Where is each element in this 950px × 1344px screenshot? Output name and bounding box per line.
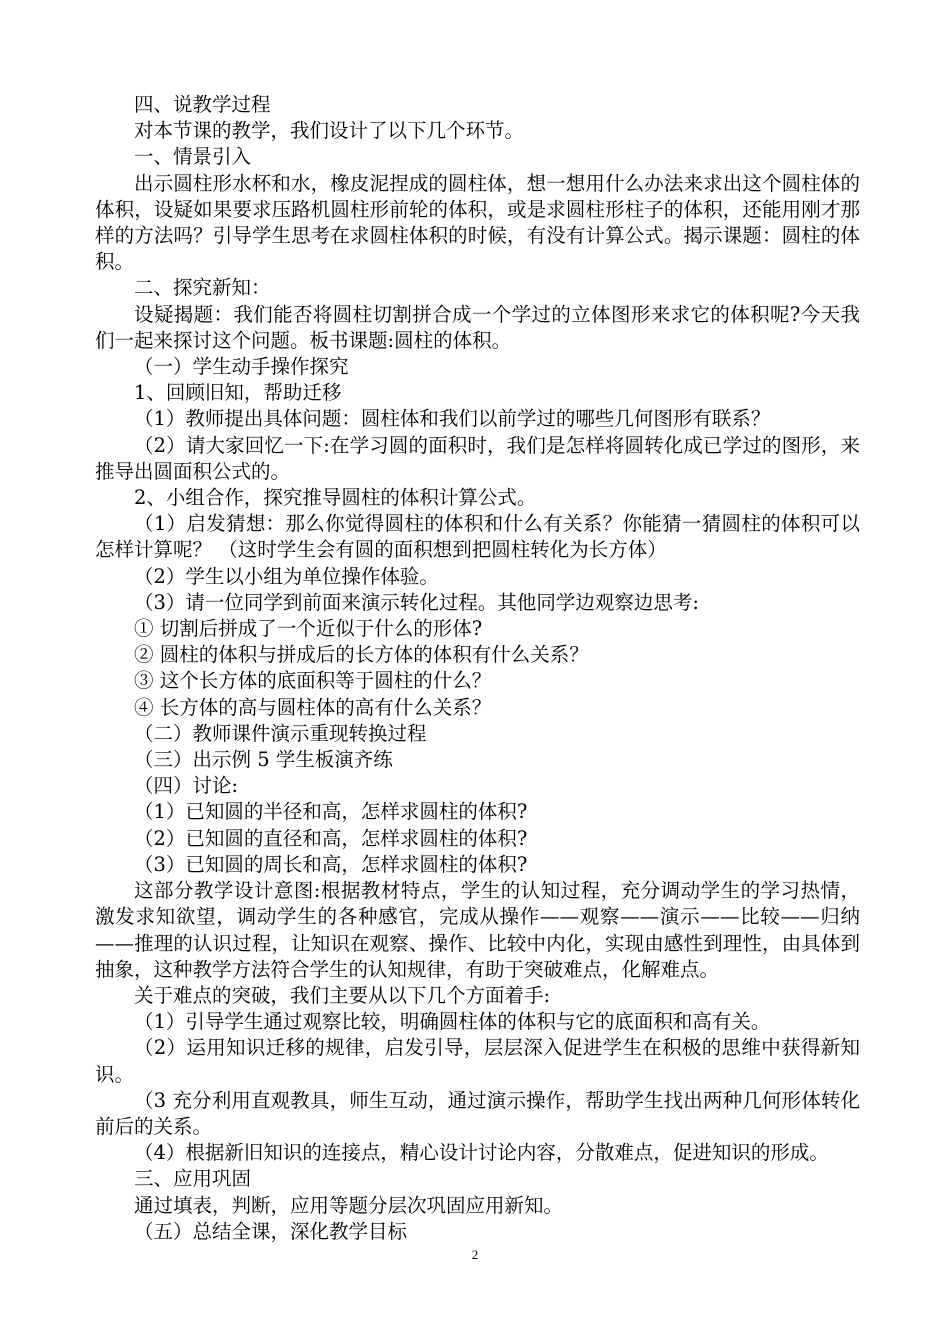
paragraph: 关于难点的突破，我们主要从以下几个方面着手: — [134, 983, 551, 1007]
subheading: （四）讨论: — [134, 774, 239, 798]
list-item: ③ 这个长方体的底面积等于圆柱的什么？ — [134, 669, 492, 693]
subheading: （三）出示例 5 学生板演齐练 — [134, 748, 393, 772]
list-item: 1、回顾旧知，帮助迁移 — [134, 381, 342, 405]
list-item: （4）根据新旧知识的连接点，精心设计讨论内容，分散难点，促进知识的形成。 — [134, 1141, 829, 1165]
paragraph: 出示圆柱形水杯和水，橡皮泥捏成的圆柱体，想一想用什么办法来求出这个圆柱体的体积，设疑如果要求压路机圆柱形前轮的体积，或是求圆柱形柱子的体积，还能用刚才那样的方法吗？引导学生思考在求圆柱体积的时候，有没有计算公式。揭示课题：圆柱的体积。 — [95, 171, 860, 274]
list-item: （3）请一位同学到前面来演示转化过程。其他同学边观察边思考: — [134, 590, 699, 614]
heading-teaching-process: 四、说教学过程 — [134, 93, 271, 116]
list-item: （2）学生以小组为单位操作体验。 — [134, 564, 439, 588]
subheading: （一）学生动手操作探究 — [134, 355, 349, 379]
heading-explore: 二、探究新知： — [134, 276, 271, 300]
page-number: 2 — [471, 1247, 479, 1262]
paragraph: 设疑揭题：我们能否将圆柱切割拼合成一个学过的立体图形来求它的体积呢?今天我们一起来探讨这个问题。板书课题:圆柱的体积。 — [95, 302, 860, 352]
document-body — [95, 92, 860, 1245]
list-item: （1）教师提出具体问题：圆柱体和我们以前学过的哪些几何图形有联系？ — [134, 407, 771, 431]
list-item: （2）运用知识迁移的规律，启发引导，层层深入促进学生在积极的思维中获得新知识。 — [95, 1036, 860, 1086]
heading-apply: 三、应用巩固 — [134, 1167, 252, 1191]
list-item: （2）请大家回忆一下:在学习圆的面积时，我们是怎样将圆转化成已学过的图形，来推导出圆面积公式的。 — [95, 433, 860, 483]
list-item: ① 切割后拼成了一个近似于什么的形体? — [134, 617, 483, 641]
list-item: （3）已知圆的周长和高，怎样求圆柱的体积? — [134, 852, 528, 876]
paragraph: 通过填表，判断，应用等题分层次巩固应用新知。 — [134, 1193, 564, 1217]
heading-scene-intro: 一、情景引入 — [134, 145, 252, 169]
list-item: （1）引导学生通过观察比较，明确圆柱体的体积与它的底面积和高有关。 — [134, 1010, 771, 1034]
paragraph: 这部分教学设计意图:根据教材特点，学生的认知过程，充分调动学生的学习热情，激发求知欲望，调动学生的各种感官，完成从操作——观察——演示——比较——归纳——推理的认识过程，让知识在观察、操作、比较中内化，实现由感性到理性，由具体到抽象，这种教学方法符合学生的认知规律，有助于突破难点，化解难点。 — [95, 879, 860, 981]
list-item: ② 圆柱的体积与拼成后的长方体的体积有什么关系？ — [134, 643, 589, 667]
list-item: （3 充分利用直观教具，师生互动，通过演示操作，帮助学生找出两种几何形体转化前后的关系。 — [95, 1088, 860, 1138]
list-item: 2、小组合作，探究推导圆柱的体积计算公式。 — [134, 486, 537, 510]
list-item: （1）启发猜想：那么你觉得圆柱的体积和什么有关系？你能猜一猜圆柱的体积可以怎样计算呢？ （这时学生会有圆的面积想到把圆柱转化为长方体） — [95, 512, 860, 562]
subheading: （五）总结全课，深化教学目标 — [134, 1219, 408, 1243]
subheading: （二）教师课件演示重现转换过程 — [134, 721, 427, 745]
paragraph: 对本节课的教学，我们设计了以下几个环节。 — [134, 119, 525, 143]
list-item: ④ 长方体的高与圆柱体的高有什么关系？ — [134, 695, 492, 719]
list-item: （1）已知圆的半径和高，怎样求圆柱的体积? — [134, 800, 528, 824]
list-item: （2）已知圆的直径和高，怎样求圆柱的体积? — [134, 826, 528, 850]
